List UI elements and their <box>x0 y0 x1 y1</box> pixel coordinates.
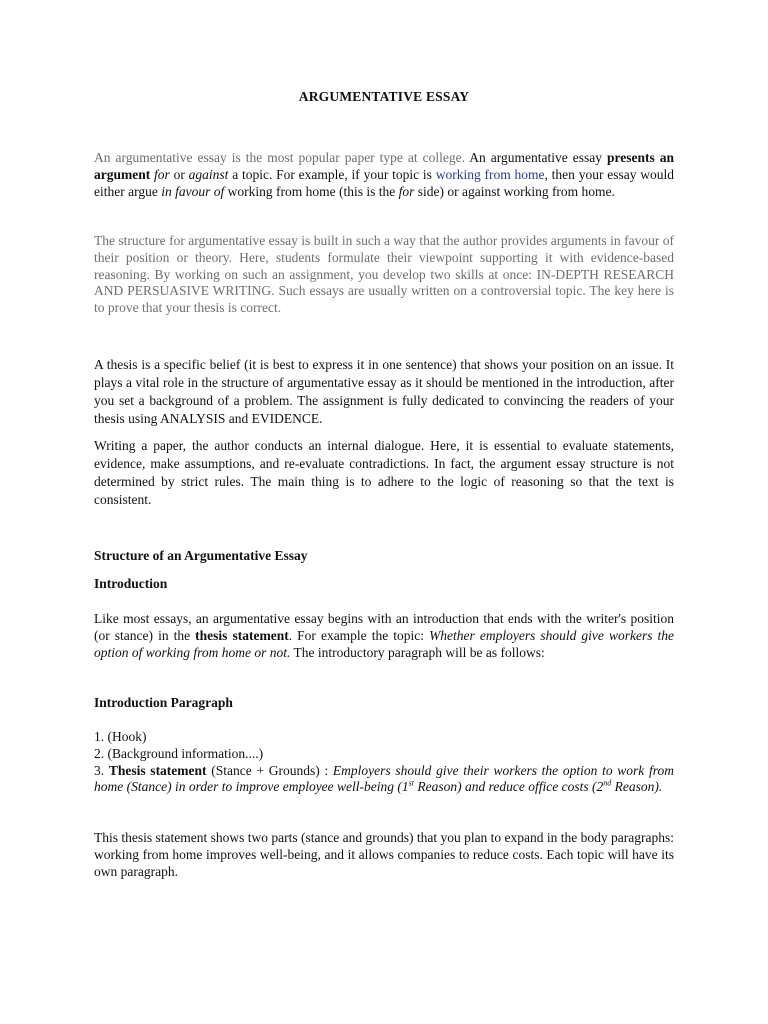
paragraph-dialogue <box>94 437 674 509</box>
working-from-home-link[interactable]: working from home <box>435 166 545 182</box>
outline-list <box>94 729 674 796</box>
document-title: ARGUMENTATIVE ESSAY <box>298 89 470 104</box>
list-item: 1. (Hook) <box>94 729 147 744</box>
text-segment: An argumentative essay is the most popular paper type at college. <box>94 150 466 165</box>
paragraph-intro-definition <box>94 150 674 200</box>
bold-text: Thesis statement <box>108 762 207 778</box>
text-segment: . For example the topic: <box>288 627 430 643</box>
italic-text: Reason) and reduce office costs (2 <box>414 779 604 795</box>
italic-text: for <box>398 183 415 199</box>
superscript-text: st <box>408 778 414 788</box>
paragraph-thesis-explanation <box>94 830 674 880</box>
thesis-explanation-text: This thesis statement shows two parts (stance and grounds) that you plan to expand in the body paragraphs: working from home improves well-being, and it allows companies to reduce costs. Each topic will have its own paragraph. <box>94 830 675 879</box>
text-segment: a topic. For example, if your topic is <box>228 166 436 182</box>
structure-paragraph-text: The structure for argumentative essay is built in such a way that the author provides arguments in favour of their position or theory. Here, students formulate their viewpoint supporting it with evidence-based reasoning. By working on such an assignment, you develop two skills at once: IN-DEPTH RESEARCH AND PERSUASIVE WRITING. Such essays are usually written on a controversial topic. The key here is to prove that your thesis is correct. <box>94 233 674 316</box>
text-segment: , then your essay would either argue <box>94 166 675 199</box>
text-segment: 3. <box>94 762 109 778</box>
text-segment: An argumentative essay <box>465 150 607 165</box>
italic-text: Whether employers should give workers the option of working from home or not. <box>94 627 675 660</box>
bold-text: thesis statement <box>195 627 289 643</box>
italic-text: for <box>154 166 170 182</box>
thesis-paragraph-text: A thesis is a specific belief (it is best to express it in one sentence) that shows your position on an issue. It plays a vital role in the structure of argumentative essay as it should be mentioned in the introduction, after you set a background of a problem. The assignment is fully dedicated to convincing the readers of your thesis using ANALYSIS and EVIDENCE. <box>94 357 674 426</box>
italic-text: Employers should give their workers the option to work from home (Stance) in order to improve employee well-being (1 <box>94 762 674 795</box>
paragraph-introduction <box>94 611 674 661</box>
text-segment: The introductory paragraph will be as follows: <box>290 644 545 660</box>
dialogue-paragraph-text: Writing a paper, the author conducts an internal dialogue. Here, it is essential to evaluate statements, evidence, make assumptions, and re-evaluate contradictions. In fact, the argument essay structure is not determined by strict rules. The main thing is to adhere to the logic of reasoning so that the text is consistent. <box>94 438 674 507</box>
list-item <box>94 763 674 797</box>
list-item: 2. (Background information....) <box>94 745 264 761</box>
heading-structure: Structure of an Argumentative Essay <box>94 548 308 563</box>
text-segment: or <box>169 166 189 182</box>
text-segment: (Stance + Grounds) : <box>206 762 333 778</box>
superscript-text: nd <box>603 778 612 788</box>
paragraph-thesis <box>94 356 674 428</box>
text-segment: side) or against working from home. <box>414 183 615 199</box>
text-segment: working from home (this is the <box>224 183 399 199</box>
italic-text: Reason). <box>611 779 663 795</box>
italic-text: against <box>188 166 229 182</box>
text-segment: Like most essays, an argumentative essay begins with an introduction that ends with the writer's position (or stance) in the <box>94 611 674 643</box>
paragraph-structure <box>94 233 674 317</box>
heading-introduction-paragraph: Introduction Paragraph <box>94 695 233 710</box>
heading-introduction: Introduction <box>94 576 168 591</box>
bold-text: presents an argument <box>94 150 674 182</box>
italic-text: in favour of <box>161 183 225 199</box>
